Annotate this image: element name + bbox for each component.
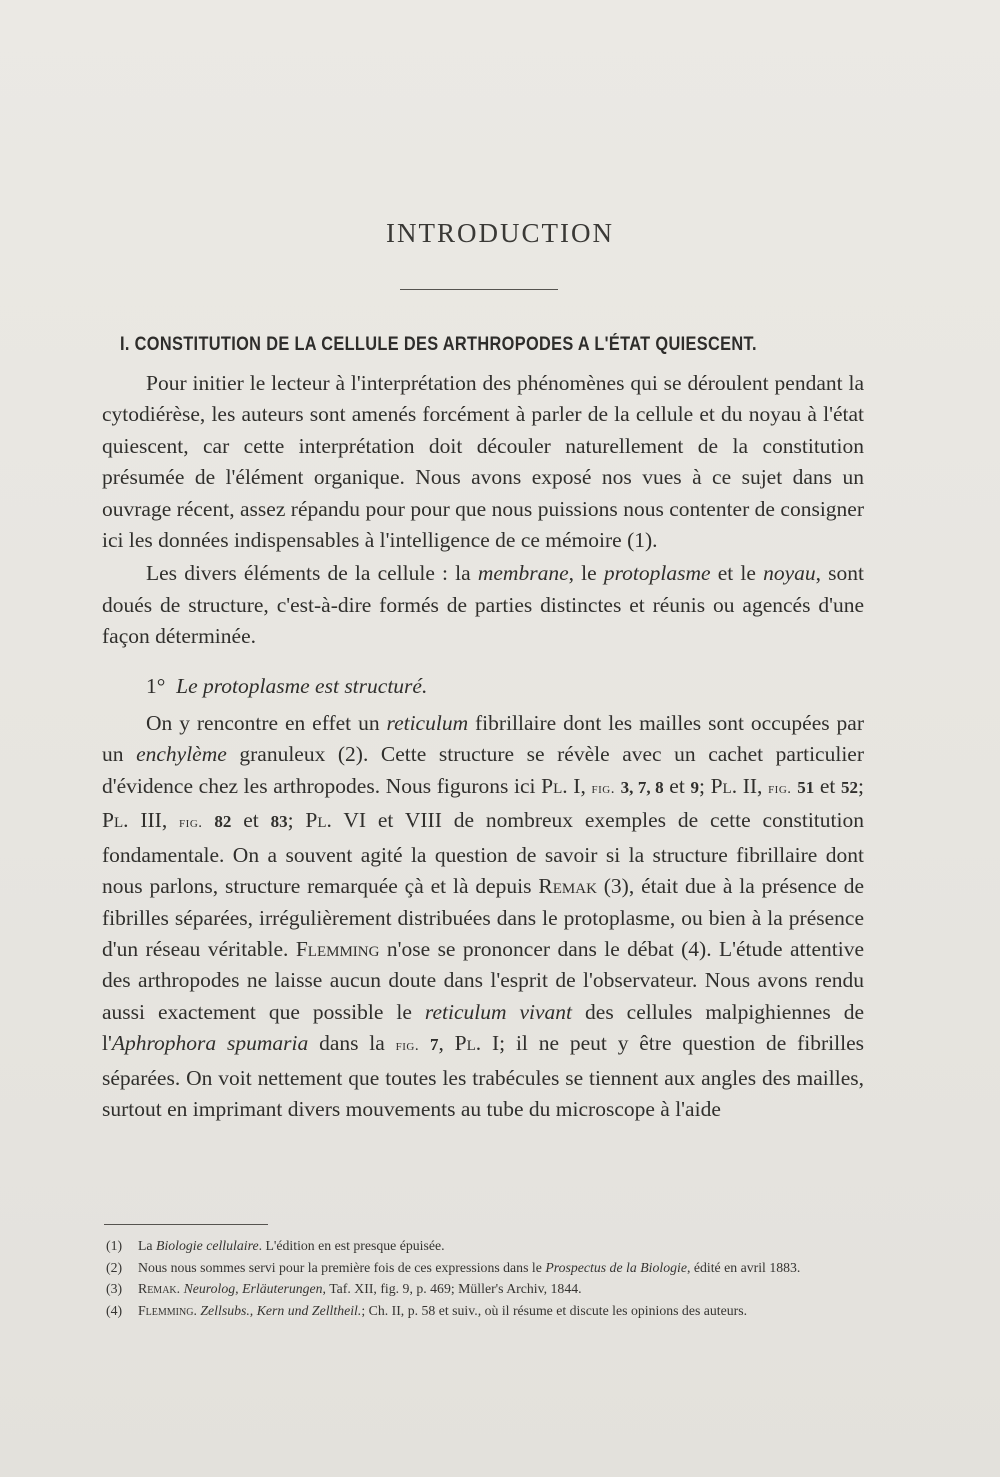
footnote-italic: Biologie cellulaire (156, 1238, 259, 1253)
plate-ref: Pl. (710, 773, 738, 798)
footnote-2 (104, 1257, 870, 1279)
footnote-rule (104, 1224, 268, 1225)
footnote-number: (4) (106, 1302, 123, 1318)
figure-ref: fig. (768, 780, 792, 797)
p2-text-d: , sont doués de structure, c'est-à-dire formés de parties distinctes et réunis ou agencés d'une façon déterminée. (102, 561, 864, 649)
footnote-text: ; Ch. II, p. 58 et suiv., où il résume et discute les opinions des auteurs. (361, 1302, 748, 1318)
p3-text: ; (287, 808, 306, 833)
p3-text: granuleux (2). Cette structure se révèle avec un cachet particulier d'évidence chez les arthropodes. Nous figurons ici (102, 742, 865, 798)
figure-number: 7 (429, 1035, 439, 1055)
figure-number: 52 (840, 777, 858, 797)
paragraph-2 (102, 558, 864, 652)
author-flemming: Flemming (295, 936, 380, 961)
footnote-3 (104, 1278, 870, 1300)
footnote-italic: Neurolog, Erläuterungen (183, 1281, 323, 1296)
plate-ref: Pl. (102, 808, 129, 833)
footnote-1 (104, 1235, 870, 1257)
p3-text: fibrillaire dont les mailles sont occupées par un (102, 711, 865, 767)
p3-text: , (438, 1031, 455, 1056)
figure-number: 3, 7, 8 (620, 777, 664, 797)
footnote-text: Nous nous sommes servi pour la première fois de ces expressions dans le (138, 1259, 546, 1275)
paragraph-3 (102, 708, 864, 1125)
subheading-text: Le protoplasme est structuré. (176, 673, 428, 698)
p1-text: Pour initier le lecteur à l'interprétation des phénomènes qui se déroulent pendant la cytodiérèse, les auteurs sont amenés forcément à parler de la cellule et du noyau à l'état quiescent, car cette interprétation doit découler naturellement de la constitution présumée de l'élément organique. Nous avons exposé nos vues à ce sujet dans un ouvrage récent, assez répandu pour pour que nous puissions nous contenter de consigner ici les données indispensables à l'intelligence de ce mémoire (1). (102, 371, 864, 553)
footnote-author: Remak. (138, 1281, 181, 1296)
page-title: INTRODUCTION (386, 218, 614, 248)
figure-ref: fig. (591, 780, 615, 797)
footnote-text: . L'édition en est presque épuisée. (258, 1238, 445, 1253)
p3-text: ; (857, 773, 864, 798)
plate-ref: Pl. (454, 1031, 482, 1056)
p3-text: n'ose se prononcer dans le débat (4). L'étude attentive des arthropodes ne laisse aucun doute dans l'esprit de l'observateur. Nous avons rendu aussi exactement que possible le (102, 936, 864, 1024)
p3-text: III, (128, 808, 180, 833)
plate-ref: Pl. (541, 773, 568, 798)
subheading (102, 671, 864, 702)
title-rule (400, 289, 558, 290)
p2-text-c: et le (710, 561, 764, 586)
plate-ref: Pl. (305, 808, 332, 833)
term-reticulum: reticulum (386, 711, 469, 736)
figure-number: 83 (270, 812, 288, 832)
p3-text: des cellules malpighiennes de l' (102, 999, 865, 1056)
p3-text: II, (737, 773, 769, 798)
p3-text: ; (698, 773, 711, 798)
footnote-number: (3) (106, 1281, 123, 1296)
footnotes (104, 1235, 870, 1321)
author-remak: Remak (538, 874, 597, 899)
footnote-number: (2) (106, 1259, 123, 1275)
p3-text: et (231, 808, 271, 833)
term-membrane: membrane (477, 561, 569, 586)
footnote-author: Flemming. (138, 1302, 197, 1318)
figure-number: 51 (797, 777, 815, 797)
figure-ref: fig. (179, 815, 203, 832)
p2-text-b: , le (568, 561, 604, 586)
footnote-text: , Taf. XII, fig. 9, p. 469; Müller's Archiv, 1844. (322, 1281, 582, 1296)
p3-text: et (814, 773, 841, 798)
term-aphrophora: Aphrophora spumaria (111, 1031, 309, 1056)
p3-text: I; il ne peut y être question de fibrilles séparées. On voit nettement que toutes les trabécules se tiennent aux angles des mailles, surtout en imprimant divers mouvements au tube du microscope à l'aide (102, 1031, 864, 1121)
p3-text: I, (567, 773, 592, 798)
figure-number: 82 (214, 812, 232, 832)
footnote-text: La (138, 1238, 157, 1253)
footnote-4 (104, 1300, 870, 1322)
p2-text-a: Les divers éléments de la cellule : la (146, 561, 478, 586)
term-enchyleme: enchylème (136, 742, 227, 767)
p3-text: VI et VIII de nombreux exemples de cette constitution fondamentale. On a souvent agité la question de savoir si la structure fibrillaire dont nous parlons, structure remarquée çà et là depuis (102, 808, 864, 899)
figure-ref: fig. (395, 1038, 420, 1055)
p3-text: (3), était due à la présence de fibrilles séparées, irrégulièrement distribuées dans le protoplasme, ou bien à la présence d'un réseau véritable. (102, 874, 865, 961)
figure-number: 9 (690, 777, 699, 797)
term-protoplasme: protoplasme (603, 561, 711, 586)
footnote-italic: Prospectus de la Biologie (545, 1259, 687, 1275)
p3-text: dans la (308, 1031, 396, 1056)
term-reticulum-vivant: reticulum vivant (424, 999, 573, 1024)
footnote-italic: Zellsubs., Kern und Zelltheil. (200, 1302, 362, 1318)
p3-text: On y rencontre en effet un (146, 711, 387, 736)
paragraph-1 (102, 368, 864, 556)
term-noyau: noyau (763, 561, 816, 586)
footnote-text: , édité en avril 1883. (686, 1259, 801, 1275)
body-text (102, 368, 864, 1125)
footnote-number: (1) (106, 1238, 123, 1253)
subheading-number: 1° (146, 673, 166, 698)
section-heading: I. CONSTITUTION DE LA CELLULE DES ARTHROPODES A L'ÉTAT QUIESCENT. (120, 334, 757, 355)
p3-text: et (663, 773, 691, 798)
